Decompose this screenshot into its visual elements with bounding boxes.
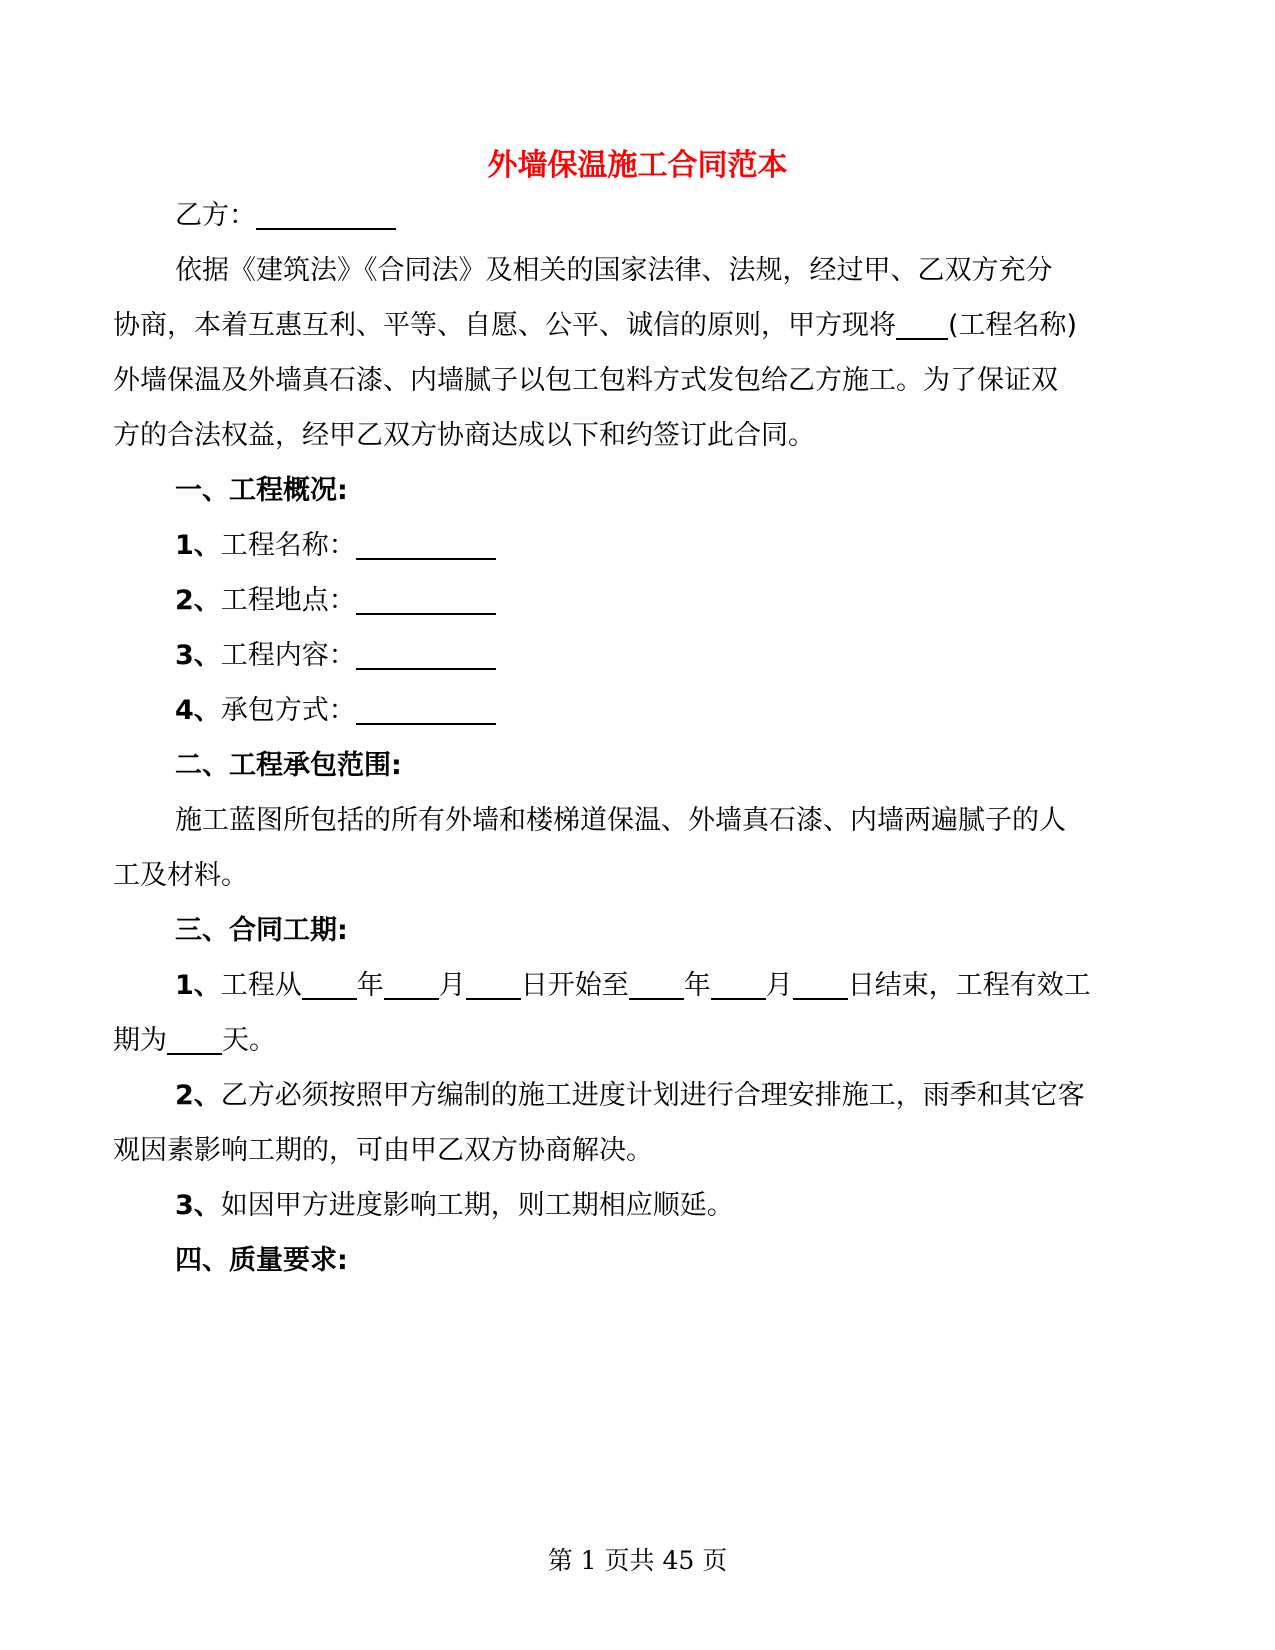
section-2-line-1: 施工蓝图所包括的所有外墙和楼梯道保温、外墙真石漆、内墙两遍腻子的人: [175, 805, 1066, 836]
item-text: 年: [356, 970, 384, 1001]
page-footer: 第 1 页共 45 页: [547, 1546, 728, 1575]
section-4-heading: 四、质量要求:: [175, 1245, 348, 1276]
item-number: 1、: [175, 970, 221, 1001]
preamble-line-2-text: 协商，本着互惠互利、平等、自愿、公平、诚信的原则，甲方现将: [113, 310, 896, 341]
start-month-blank: [384, 968, 439, 1000]
section-1-item-3: [175, 636, 1225, 676]
section-1-heading: 一、工程概况:: [175, 475, 348, 506]
item-number: 2、: [175, 1080, 221, 1111]
section-1-item-1: [175, 526, 1225, 566]
item-number: 4、: [175, 695, 221, 726]
project-name-blank: [896, 308, 948, 340]
preamble-line-3: 外墙保温及外墙真石漆、内墙腻子以包工包料方式发包给乙方施工。为了保证双: [113, 365, 1058, 396]
item-text: 期为: [113, 1025, 167, 1056]
section-1-item-2: [175, 581, 1225, 621]
item-number: 1、: [175, 530, 221, 561]
document-title: 外墙保温施工合同范本: [487, 148, 788, 183]
end-year-blank: [629, 968, 684, 1000]
item-number: 3、: [175, 640, 221, 671]
item-blank: [356, 583, 496, 615]
item-text: 乙方必须按照甲方编制的施工进度计划进行合理安排施工，雨季和其它客: [220, 1080, 1085, 1111]
item-label: 工程内容：: [220, 640, 356, 671]
item-number: 3、: [175, 1190, 221, 1221]
item-text: 日结束，工程有效工: [847, 970, 1091, 1001]
item-text: 日开始至: [520, 970, 629, 1001]
preamble-line-4: 方的合法权益，经甲乙双方协商达成以下和约签订此合同。: [113, 420, 815, 451]
party-b-line: [175, 196, 1225, 236]
section-3-heading: 三、合同工期:: [175, 915, 348, 946]
item-blank: [356, 638, 496, 670]
preamble-line-1: 依据《建筑法》《合同法》及相关的国家法律、法规，经过甲、乙双方充分: [175, 255, 1053, 286]
start-year-blank: [302, 968, 357, 1000]
item-text: 年: [683, 970, 711, 1001]
section-3-item-1-cont: [113, 1021, 1163, 1061]
item-blank: [356, 528, 496, 560]
item-number: 2、: [175, 585, 221, 616]
item-text: 工程从: [220, 970, 302, 1001]
item-text: 月: [765, 970, 793, 1001]
end-month-blank: [711, 968, 766, 1000]
duration-days-blank: [167, 1023, 222, 1055]
section-3-item-3: [175, 1186, 1225, 1226]
section-3-item-2: [175, 1076, 1225, 1116]
preamble-line-2: [113, 306, 1163, 346]
item-label: 承包方式：: [220, 695, 356, 726]
start-day-blank: [466, 968, 521, 1000]
item-text: 如因甲方进度影响工期，则工期相应顺延。: [220, 1190, 734, 1221]
section-3-item-1: [175, 966, 1225, 1006]
item-text: 天。: [222, 1025, 276, 1056]
end-day-blank: [793, 968, 848, 1000]
item-text: 月: [438, 970, 466, 1001]
item-label: 工程地点：: [220, 585, 356, 616]
section-2-heading: 二、工程承包范围:: [175, 750, 402, 781]
section-3-item-2-cont: 观因素影响工期的，可由甲乙双方协商解决。: [113, 1135, 653, 1166]
party-b-blank: [256, 198, 396, 230]
item-blank: [356, 693, 496, 725]
section-2-line-2: 工及材料。: [113, 860, 248, 891]
preamble-line-2-suffix: (工程名称): [948, 310, 1078, 341]
party-b-label: 乙方：: [175, 200, 256, 231]
section-1-item-4: [175, 691, 1225, 731]
item-label: 工程名称：: [220, 530, 356, 561]
